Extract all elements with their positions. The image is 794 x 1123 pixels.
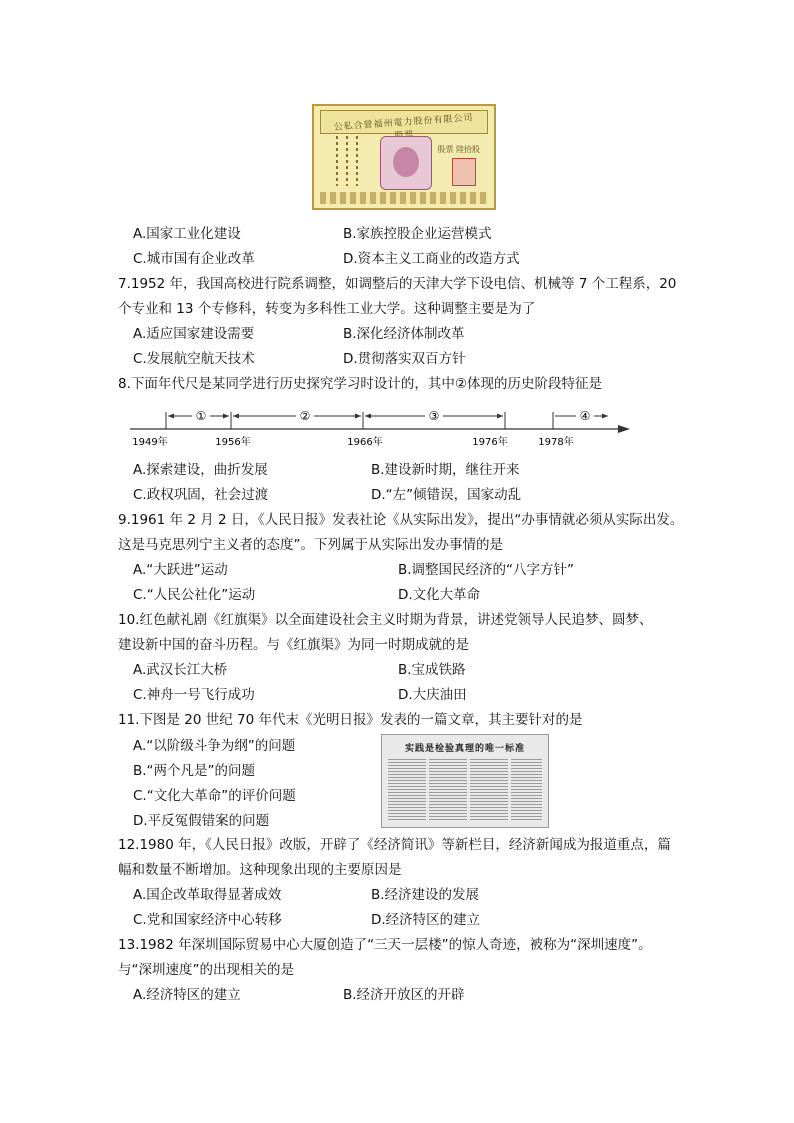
q8-option-c[interactable]: C.政权巩固，社会过渡 xyxy=(133,487,269,503)
certificate-emblem xyxy=(380,136,432,190)
q10-stem-line-2: 建设新中国的奋斗历程。与《红旗渠》为同一时期成就的是 xyxy=(118,637,469,653)
year-label-1976: 1976年 xyxy=(472,437,508,448)
q13-stem-line-1: 13.1982 年深圳国际贸易中心大厦创造了“三天一层楼”的惊人奇迹，被称为“深圳速度”。 xyxy=(118,937,652,953)
year-label-1956: 1956年 xyxy=(215,437,251,448)
q6-option-c[interactable]: C.城市国有企业改革 xyxy=(133,251,255,267)
q9-option-c[interactable]: C.“人民公社化”运动 xyxy=(133,587,256,603)
q6-option-b[interactable]: B.家族控股企业运营模式 xyxy=(343,226,492,242)
q12-option-b[interactable]: B.经济建设的发展 xyxy=(371,887,480,903)
newspaper-columns xyxy=(388,759,542,821)
year-label-1978: 1978年 xyxy=(538,437,574,448)
q10-option-b[interactable]: B.宝成铁路 xyxy=(398,662,466,678)
year-label-1949: 1949年 xyxy=(132,437,168,448)
q12-option-d[interactable]: D.经济特区的建立 xyxy=(371,912,481,928)
certificate-column xyxy=(336,136,338,186)
q12-stem-line-1: 12.1980 年，《人民日报》改版，开辟了《经济简讯》等新栏目，经济新闻成为报道重点，篇 xyxy=(118,837,671,853)
segment-label-3: ③ xyxy=(428,409,440,423)
q7-option-a[interactable]: A.适应国家建设需要 xyxy=(133,326,255,342)
certificate-column xyxy=(356,136,358,186)
certificate-header-text: 公私合營福州電力股份有限公司股票 xyxy=(333,113,474,133)
certificate-stamp xyxy=(452,158,476,186)
year-label-1966: 1966年 xyxy=(347,437,383,448)
timeline-diagram xyxy=(130,404,630,454)
timeline-arrowhead xyxy=(618,425,630,433)
q10-option-a[interactable]: A.武汉长江大桥 xyxy=(133,662,228,678)
segment-label-1: ① xyxy=(195,409,207,423)
segment-label-4: ④ xyxy=(579,409,591,423)
q7-option-d[interactable]: D.贯彻落实双百方针 xyxy=(343,351,466,367)
q12-option-c[interactable]: C.党和国家经济中心转移 xyxy=(133,912,282,928)
q10-option-d[interactable]: D.大庆油田 xyxy=(398,687,467,703)
q6-option-a[interactable]: A.国家工业化建设 xyxy=(133,226,241,242)
q11-stem-line-1: 11.下图是 20 世纪 70 年代末《光明日报》发表的一篇文章，其主要针对的是 xyxy=(118,712,583,728)
q7-option-b[interactable]: B.深化经济体制改革 xyxy=(343,326,465,342)
q8-option-a[interactable]: A.探索建设，曲折发展 xyxy=(133,462,268,478)
q7-stem-line-1: 7.1952 年，我国高校进行院系调整，如调整后的天津大学下设电信、机械等 7 个工程系，20 xyxy=(118,276,677,292)
q9-option-b[interactable]: B.调整国民经济的“八字方针” xyxy=(398,562,575,578)
q10-stem-line-1: 10.红色献礼剧《红旗渠》以全面建设社会主义时期为背景，讲述党领导人民追梦、圆梦、 xyxy=(118,612,653,628)
newspaper-headline: 实践是检验真理的唯一标准 xyxy=(404,744,525,754)
q9-stem-line-2: 这是马克思列宁主义者的态度”。下列属于从实际出发办事情的是 xyxy=(118,537,503,553)
q11-option-c[interactable]: C.“文化大革命”的评价问题 xyxy=(133,788,296,804)
q8-option-d[interactable]: D.“左”倾错误，国家动乱 xyxy=(371,487,522,503)
q8-option-b[interactable]: B.建设新时期，继往开来 xyxy=(371,462,520,478)
q11-option-a[interactable]: A.“以阶级斗争为纲”的问题 xyxy=(133,738,296,754)
q12-option-a[interactable]: A.国企改革取得显著成效 xyxy=(133,887,282,903)
q6-option-d[interactable]: D.资本主义工商业的改造方式 xyxy=(343,251,520,267)
certificate-bottom-border xyxy=(320,192,488,204)
q11-option-b[interactable]: B.“两个凡是”的问题 xyxy=(133,763,256,779)
q9-option-d[interactable]: D.文化大革命 xyxy=(398,587,481,603)
newspaper-image xyxy=(381,734,549,828)
q9-stem-line-1: 9.1961 年 2 月 2 日，《人民日报》发表社论《从实际出发》，提出“办事情就必须从实际出发。 xyxy=(118,512,684,528)
q7-stem-line-2: 个专业和 13 个专修科，转变为多科性工业大学。这种调整主要是为了 xyxy=(118,301,536,317)
q11-option-d[interactable]: D.平反冤假错案的问题 xyxy=(133,813,270,829)
certificate-column xyxy=(346,136,348,186)
q13-option-a[interactable]: A.经济特区的建立 xyxy=(133,987,241,1003)
q10-option-c[interactable]: C.神舟一号飞行成功 xyxy=(133,687,255,703)
q9-option-a[interactable]: A.“大跃进”运动 xyxy=(133,562,228,578)
stock-certificate-image xyxy=(312,104,496,210)
q13-stem-line-2: 与“深圳速度”的出现相关的是 xyxy=(118,962,294,978)
certificate-right-text: 股票 陸拾股 xyxy=(437,145,480,154)
segment-label-2: ② xyxy=(299,409,311,423)
q8-stem-line-1: 8.下面年代尺是某同学进行历史探究学习时设计的，其中②体现的历史阶段特征是 xyxy=(118,376,602,392)
q7-option-c[interactable]: C.发展航空航天技术 xyxy=(133,351,255,367)
certificate-header-band xyxy=(320,110,488,134)
q12-stem-line-2: 幅和数量不断增加。这种现象出现的主要原因是 xyxy=(118,862,402,878)
q13-option-b[interactable]: B.经济开放区的开辟 xyxy=(343,987,465,1003)
